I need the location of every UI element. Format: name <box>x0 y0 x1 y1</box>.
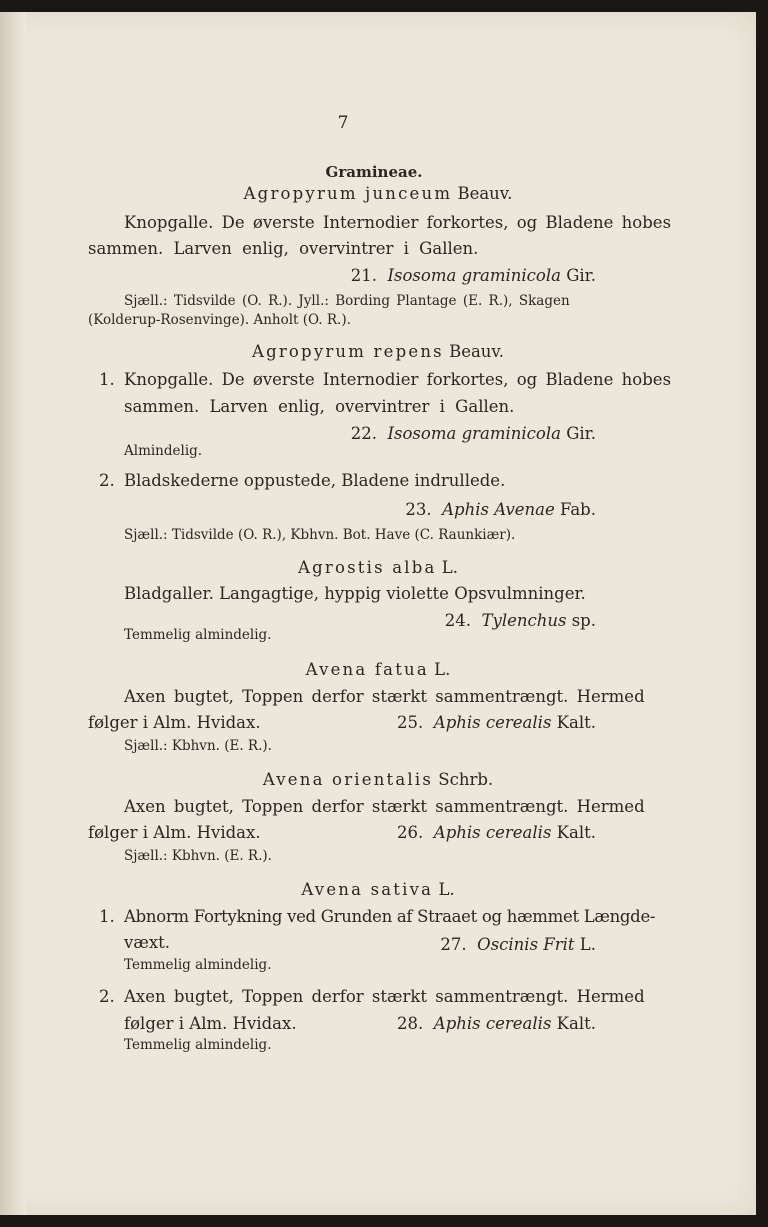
host-heading: Avena orientalis Schrb. <box>262 770 494 789</box>
description-line: sammen. Larven enlig, overvintrer i Gallen. <box>88 239 479 258</box>
species-entry: 22. Isosoma graminicola Gir. <box>350 424 596 443</box>
frequency-note: Temmelig almindelig. <box>124 627 272 643</box>
locality-line: Sjæll.: Tidsvilde (O. R.), Kbhvn. Bot. Have (C. Raunkiær). <box>124 527 516 543</box>
host-heading: Agropyrum repens Beauv. <box>251 342 505 361</box>
species-entry: 24. Tylenchus sp. <box>444 611 596 630</box>
description-line: Bladskederne oppustede, Bladene indrullede. <box>124 471 506 490</box>
species-entry: 23. Aphis Avenae Fab. <box>405 500 596 519</box>
species-entry: 21. Isosoma graminicola Gir. <box>350 266 596 285</box>
locality-line: Sjæll.: Kbhvn. (E. R.). <box>124 848 272 864</box>
locality-line: Sjæll.: Kbhvn. (E. R.). <box>124 738 272 754</box>
description-line: Axen bugtet, Toppen derfor stærkt sammentrængt. Hermed <box>124 687 645 706</box>
frequency-note: Temmelig almindelig. <box>124 957 272 973</box>
page-number: 7 <box>337 113 349 133</box>
item-marker: 1. <box>99 370 115 389</box>
frequency-note: Almindelig. <box>124 443 203 459</box>
item-marker: 1. <box>99 907 115 926</box>
host-heading: Avena fatua L. <box>305 660 451 679</box>
description-line: væxt. <box>124 933 171 952</box>
locality-line: (Kolderup-Rosenvinge). Anholt (O. R.). <box>88 312 351 328</box>
description-line: Knopgalle. De øverste Internodier forkortes, og Bladene hobes <box>124 213 672 232</box>
species-entry: 27. Oscinis Frit L. <box>440 935 596 954</box>
species-entry: 26. Aphis cerealis Kalt. <box>397 823 596 842</box>
frequency-note: Temmelig almindelig. <box>124 1037 272 1053</box>
species-entry: 25. Aphis cerealis Kalt. <box>397 713 596 732</box>
item-marker: 2. <box>99 471 115 490</box>
host-heading: Agrostis alba L. <box>298 558 458 577</box>
description-line: følger i Alm. Hvidax. <box>88 713 261 732</box>
host-heading: Agropyrum junceum Beauv. <box>243 184 513 203</box>
host-heading: Avena sativa L. <box>301 880 455 899</box>
description-line: Knopgalle. De øverste Internodier forkortes, og Bladene hobes <box>124 370 672 389</box>
description-line: Abnorm Fortykning ved Grunden af Straaet og hæmmet Længde- <box>124 907 656 926</box>
description-line: Bladgaller. Langagtige, hyppig violette Opsvulmninger. <box>124 584 586 603</box>
description-line: følger i Alm. Hvidax. <box>88 823 261 842</box>
family-heading: Gramineae. <box>325 163 423 181</box>
description-line: sammen. Larven enlig, overvintrer i Gallen. <box>124 397 515 416</box>
locality-line: Sjæll.: Tidsvilde (O. R.). Jyll.: Bording Plantage (E. R.), Skagen <box>124 293 570 309</box>
description-line: følger i Alm. Hvidax. <box>124 1014 297 1033</box>
description-line: Axen bugtet, Toppen derfor stærkt sammentrængt. Hermed <box>124 987 645 1006</box>
species-entry: 28. Aphis cerealis Kalt. <box>397 1014 596 1033</box>
item-marker: 2. <box>99 987 115 1006</box>
description-line: Axen bugtet, Toppen derfor stærkt sammentrængt. Hermed <box>124 797 645 816</box>
